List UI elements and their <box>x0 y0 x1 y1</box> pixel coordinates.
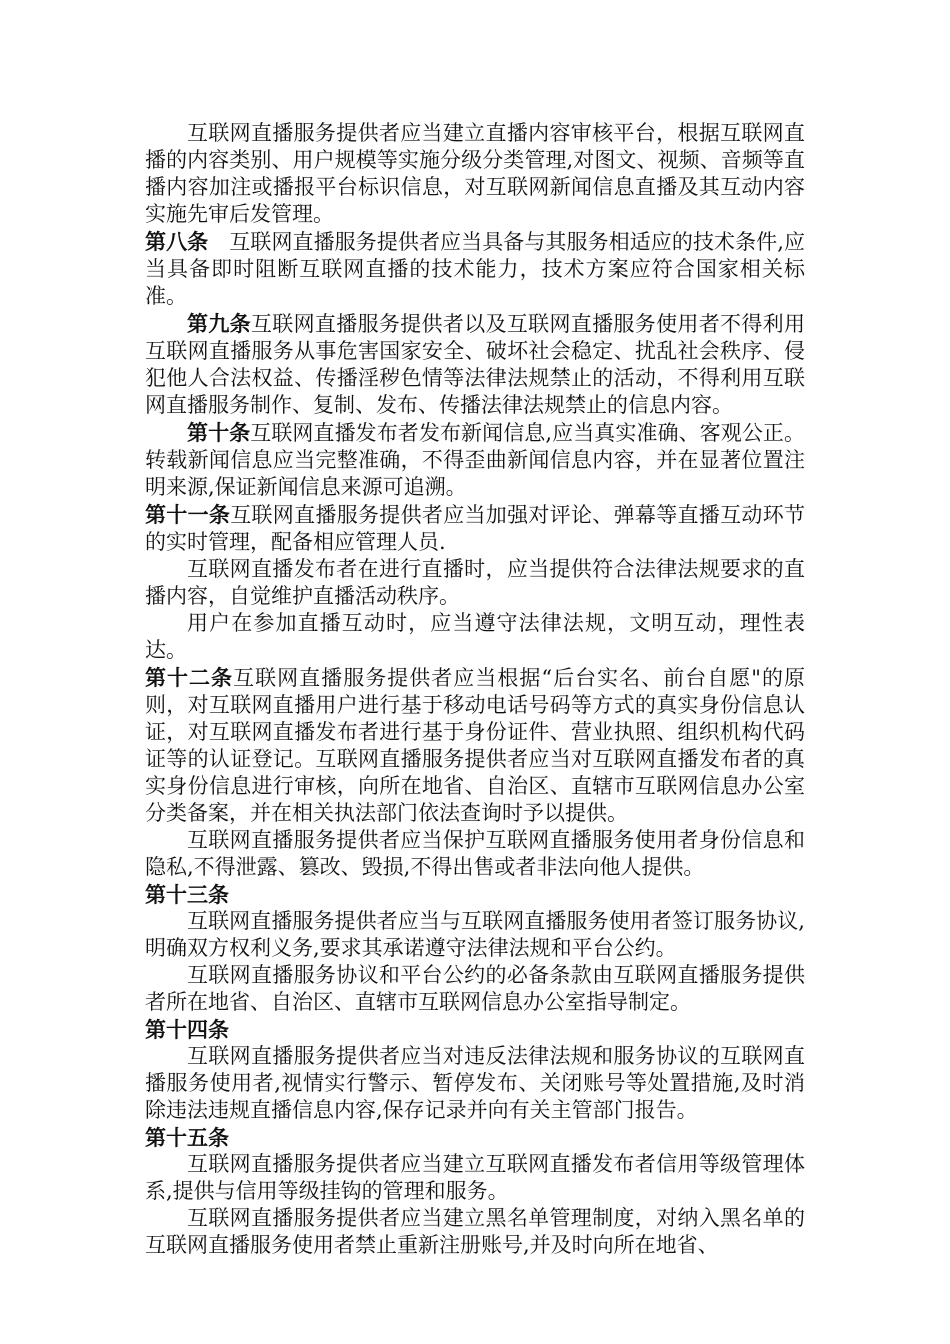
article-13-paragraph-1: 互联网直播服务提供者应当与互联网直播服务使用者签订服务协议,明确双方权利义务,要求其承诺遵守法律法规和平台公约。 <box>145 909 805 960</box>
article-11-paragraph-3: 用户在参加直播互动时，应当遵守法律法规，文明互动，理性表达。 <box>145 611 805 662</box>
article-14-title: 第十四条 <box>145 1017 229 1042</box>
article-14-paragraph-1: 互联网直播服务提供者应当对违反法律法规和服务协议的互联网直播服务使用者,视情实行警示、暂停发布、关闭账号等处置措施,及时消除违法违规直播信息内容,保存记录并向有关主管部门报告。 <box>145 1044 805 1122</box>
document-page <box>145 120 805 1259</box>
article-8-title: 第八条 <box>145 229 209 254</box>
article-9-title: 第九条 <box>187 311 251 336</box>
article-9-text: 互联网直播服务提供者以及互联网直播服务使用者不得利用互联网直播服务从事危害国家安全、破坏社会稳定、扰乱社会秩序、侵犯他人合法权益、传播淫秽色情等法律法规禁止的活动，不得利用互联网直播服务制作、复制、发布、传播法律法规禁止的信息内容。 <box>145 312 806 417</box>
article-10-title: 第十条 <box>187 420 251 445</box>
article-12-title: 第十二条 <box>145 665 234 690</box>
article-8 <box>145 228 805 310</box>
article-13-paragraph-2: 互联网直播服务协议和平台公约的必备条款由互联网直播服务提供者所在地省、自治区、直辖市互联网信息办公室指导制定。 <box>145 963 805 1014</box>
article-10-text: 互联网直播发布者发布新闻信息,应当真实准确、客观公正。转载新闻信息应当完整准确，不得歪曲新闻信息内容，并在显著位置注明来源,保证新闻信息来源可追溯。 <box>145 421 805 499</box>
article-13-title: 第十三条 <box>145 882 229 907</box>
article-9 <box>145 310 805 419</box>
article-11-text: 互联网直播服务提供者应当加强对评论、弹幕等直播互动环节的实时管理，配备相应管理人员. <box>145 503 806 554</box>
article-15-title: 第十五条 <box>145 1125 229 1150</box>
article-15-paragraph-1: 互联网直播服务提供者应当建立互联网直播发布者信用等级管理体系,提供与信用等级挂钩的管理和服务。 <box>145 1152 805 1203</box>
article-10 <box>145 419 805 501</box>
paragraph-article7-cont: 互联网直播服务提供者应当建立直播内容审核平台，根据互联网直播的内容类别、用户规模等实施分级分类管理,对图文、视频、音频等直播内容加注或播报平台标识信息，对互联网新闻信息直播及其互动内容实施先审后发管理。 <box>145 121 805 226</box>
article-12-paragraph-2: 互联网直播服务提供者应当保护互联网直播服务使用者身份信息和隐私,不得泄露、篡改、毁损,不得出售或者非法向他人提供。 <box>145 828 805 879</box>
article-11-title: 第十一条 <box>145 502 231 527</box>
article-15-paragraph-2: 互联网直播服务提供者应当建立黑名单管理制度，对纳入黑名单的互联网直播服务使用者禁止重新注册账号,并及时向所在地省、 <box>145 1206 805 1257</box>
article-12 <box>145 664 805 827</box>
article-11-paragraph-2: 互联网直播发布者在进行直播时，应当提供符合法律法规要求的直播内容，自觉维护直播活动秩序。 <box>145 557 805 608</box>
article-11 <box>145 501 805 556</box>
article-8-text: 互联网直播服务提供者应当具备与其服务相适应的技术条件,应当具备即时阻断互联网直播的技术能力，技术方案应符合国家相关标准。 <box>145 230 805 308</box>
article-12-text: 互联网直播服务提供者应当根据“后台实名、前台自愿"的原则，对互联网直播用户进行基于移动电话号码等方式的真实身份信息认证，对互联网直播发布者进行基于身份证件、营业执照、组织机构代码证等的认证登记。互联网直播服务提供者应当对互联网直播发布者的真实身份信息进行审核，向所在地省、自治区、直辖市互联网信息办公室分类备案，并在相关执法部门依法查询时予以提供。 <box>145 666 806 825</box>
